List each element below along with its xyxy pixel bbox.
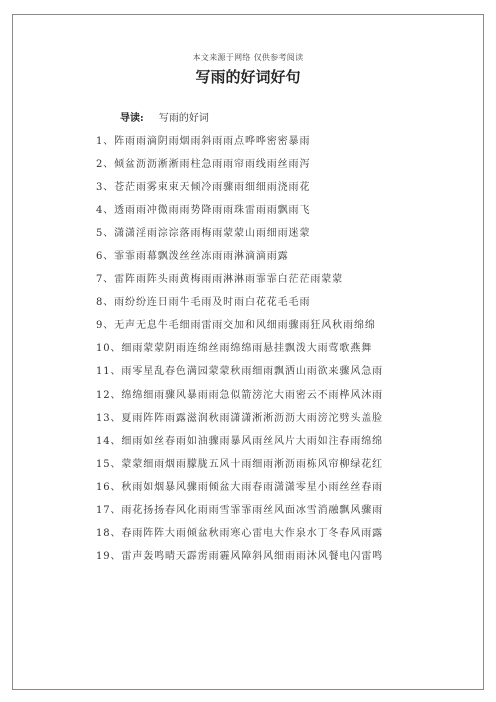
page-title: 写雨的好词好句 [195, 68, 301, 86]
list-item: 5、潇潇淫雨淙淙落雨梅雨蒙蒙山雨细雨迷蒙 [96, 228, 311, 240]
list-item: 4、透雨雨冲微雨雨势降雨雨珠雷雨雨飘雨飞 [96, 205, 311, 217]
source-note: 本文来源于网络 仅供参考阅读 [192, 53, 304, 62]
intro-text: 写雨的好词 [158, 113, 209, 124]
phrase-list [96, 136, 486, 574]
list-item: 2、倾盆沥沥淅淅雨柱急雨雨帘雨线雨丝雨泻 [96, 159, 311, 171]
list-item: 16、秋雨如烟暴风骤雨倾盆大雨春雨潇潇零星小雨丝丝春雨 [96, 481, 384, 493]
list-item: 7、雷阵雨阵头雨黄梅雨雨淋淋雨霏霏白茫茫雨蒙蒙 [96, 274, 344, 286]
list-item: 3、苍茫雨雾束束天倾冷雨骤雨细细雨浇雨花 [96, 182, 311, 194]
list-item: 13、夏雨阵阵雨露滋润秋雨潇潇淅淅沥沥大雨滂沱劈头盖脸 [96, 412, 384, 424]
list-item: 8、雨纷纷连日雨牛毛雨及时雨白花花毛毛雨 [96, 297, 311, 309]
list-item: 6、霏霏雨幕飘泼丝丝冻雨雨淋滴滴雨露 [96, 251, 289, 263]
list-item: 15、蒙蒙细雨烟雨朦胧五风十雨细雨淅沥雨栋风帘柳绿花红 [96, 458, 384, 470]
list-item: 18、春雨阵阵大雨倾盆秋雨寒心雷电大作泉水丁冬春风雨露 [96, 527, 384, 539]
list-item: 12、绵绵细雨骤风暴雨雨急似箭滂沱大雨密云不雨桦风沐雨 [96, 389, 384, 401]
intro [120, 109, 209, 124]
list-item: 17、雨花扬扬春风化雨雨雪霏霏雨丝风面冰雪消融飘风骤雨 [96, 504, 384, 516]
list-item: 10、细雨蒙蒙阴雨连绵丝雨绵绵雨悬挂飘泼大雨莺歌燕舞 [96, 343, 373, 355]
list-item: 9、无声无息牛毛细雨雷雨交加和风细雨骤雨狂风秋雨绵绵 [96, 320, 376, 332]
list-item: 19、雷声轰鸣晴天霹雳雨霾风障斜风细雨雨沐风餐电闪雷鸣 [96, 550, 384, 562]
list-item: 1、阵雨雨滴阴雨烟雨斜雨雨点哗哗密密暴雨 [96, 136, 311, 147]
intro-label: 导读: [120, 113, 144, 124]
list-item: 14、细雨如丝春雨如油骤雨暴风雨丝风片大雨如注春雨绵绵 [96, 435, 384, 447]
list-item: 11、雨零星乱春色满园蒙蒙秋雨细雨飘洒山雨欲来骤风急雨 [96, 366, 384, 378]
